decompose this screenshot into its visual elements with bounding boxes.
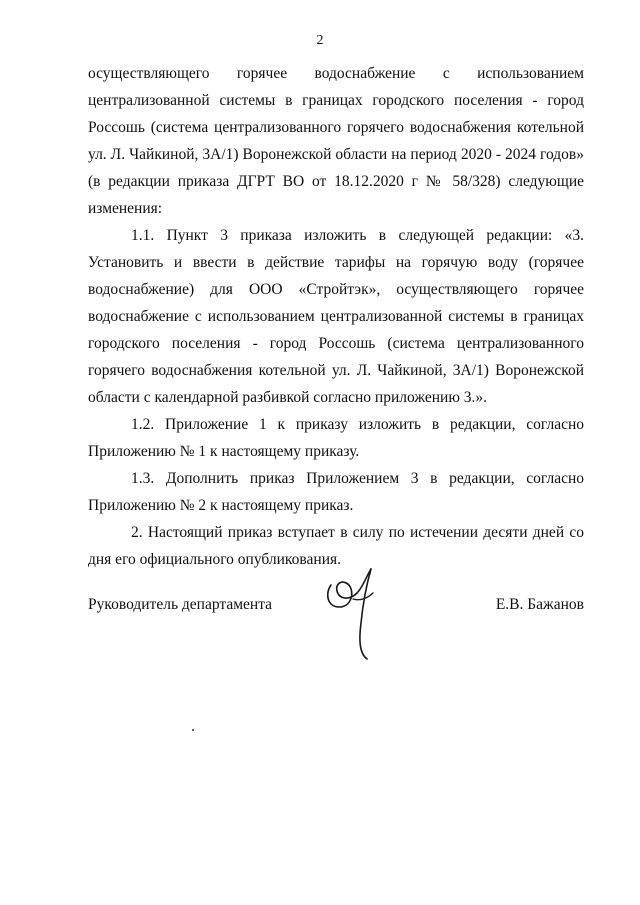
- stray-dot-mark: [192, 729, 194, 731]
- handwritten-signature: [323, 563, 383, 663]
- page-number: 2: [316, 33, 324, 48]
- paragraph-item-1-2: 1.2. Приложение 1 к приказу изложить в редакции, согласно Приложению № 1 к настоящему приказу.: [88, 416, 584, 460]
- paragraph-item-2: 2. Настоящий приказ вступает в силу по истечении десяти дней со дня его официального опубликования.: [88, 524, 584, 568]
- signatory-name: Е.В. Бажанов: [495, 596, 584, 613]
- paragraph-item-1-1: 1.1. Пункт 3 приказа изложить в следующей редакции: «3. Установить и ввести в действие тарифы на горячую воду (горячее водоснабжение) для ООО «Стройтэк», осуществляющего горячее водоснабжение с использованием централизованной системы в границах городского поселения - город Россошь (система централизованного горячего водоснабжения котельной ул. Л. Чайкиной, 3А/1) Воронежской области с календарной разбивкой согласно приложению 3.».: [88, 227, 584, 406]
- paragraph-intro: осуществляющего горячее водоснабжение с использованием централизованной системы в границах городского поселения - город Россошь (система централизованного горячего водоснабжения котельной ул. Л. Чайкиной, 3А/1) Воронежской области на период 2020 - 2024 годов» (в редакции приказа ДГРТ ВО от 18.12.2020 г № 58/328) следующие изменения:: [88, 65, 584, 217]
- signatory-role: Руководитель департамента: [88, 596, 273, 613]
- document-body: [88, 60, 584, 573]
- paragraph-item-1-3: 1.3. Дополнить приказ Приложением 3 в редакции, согласно Приложению № 2 к настоящему приказ.: [88, 470, 584, 514]
